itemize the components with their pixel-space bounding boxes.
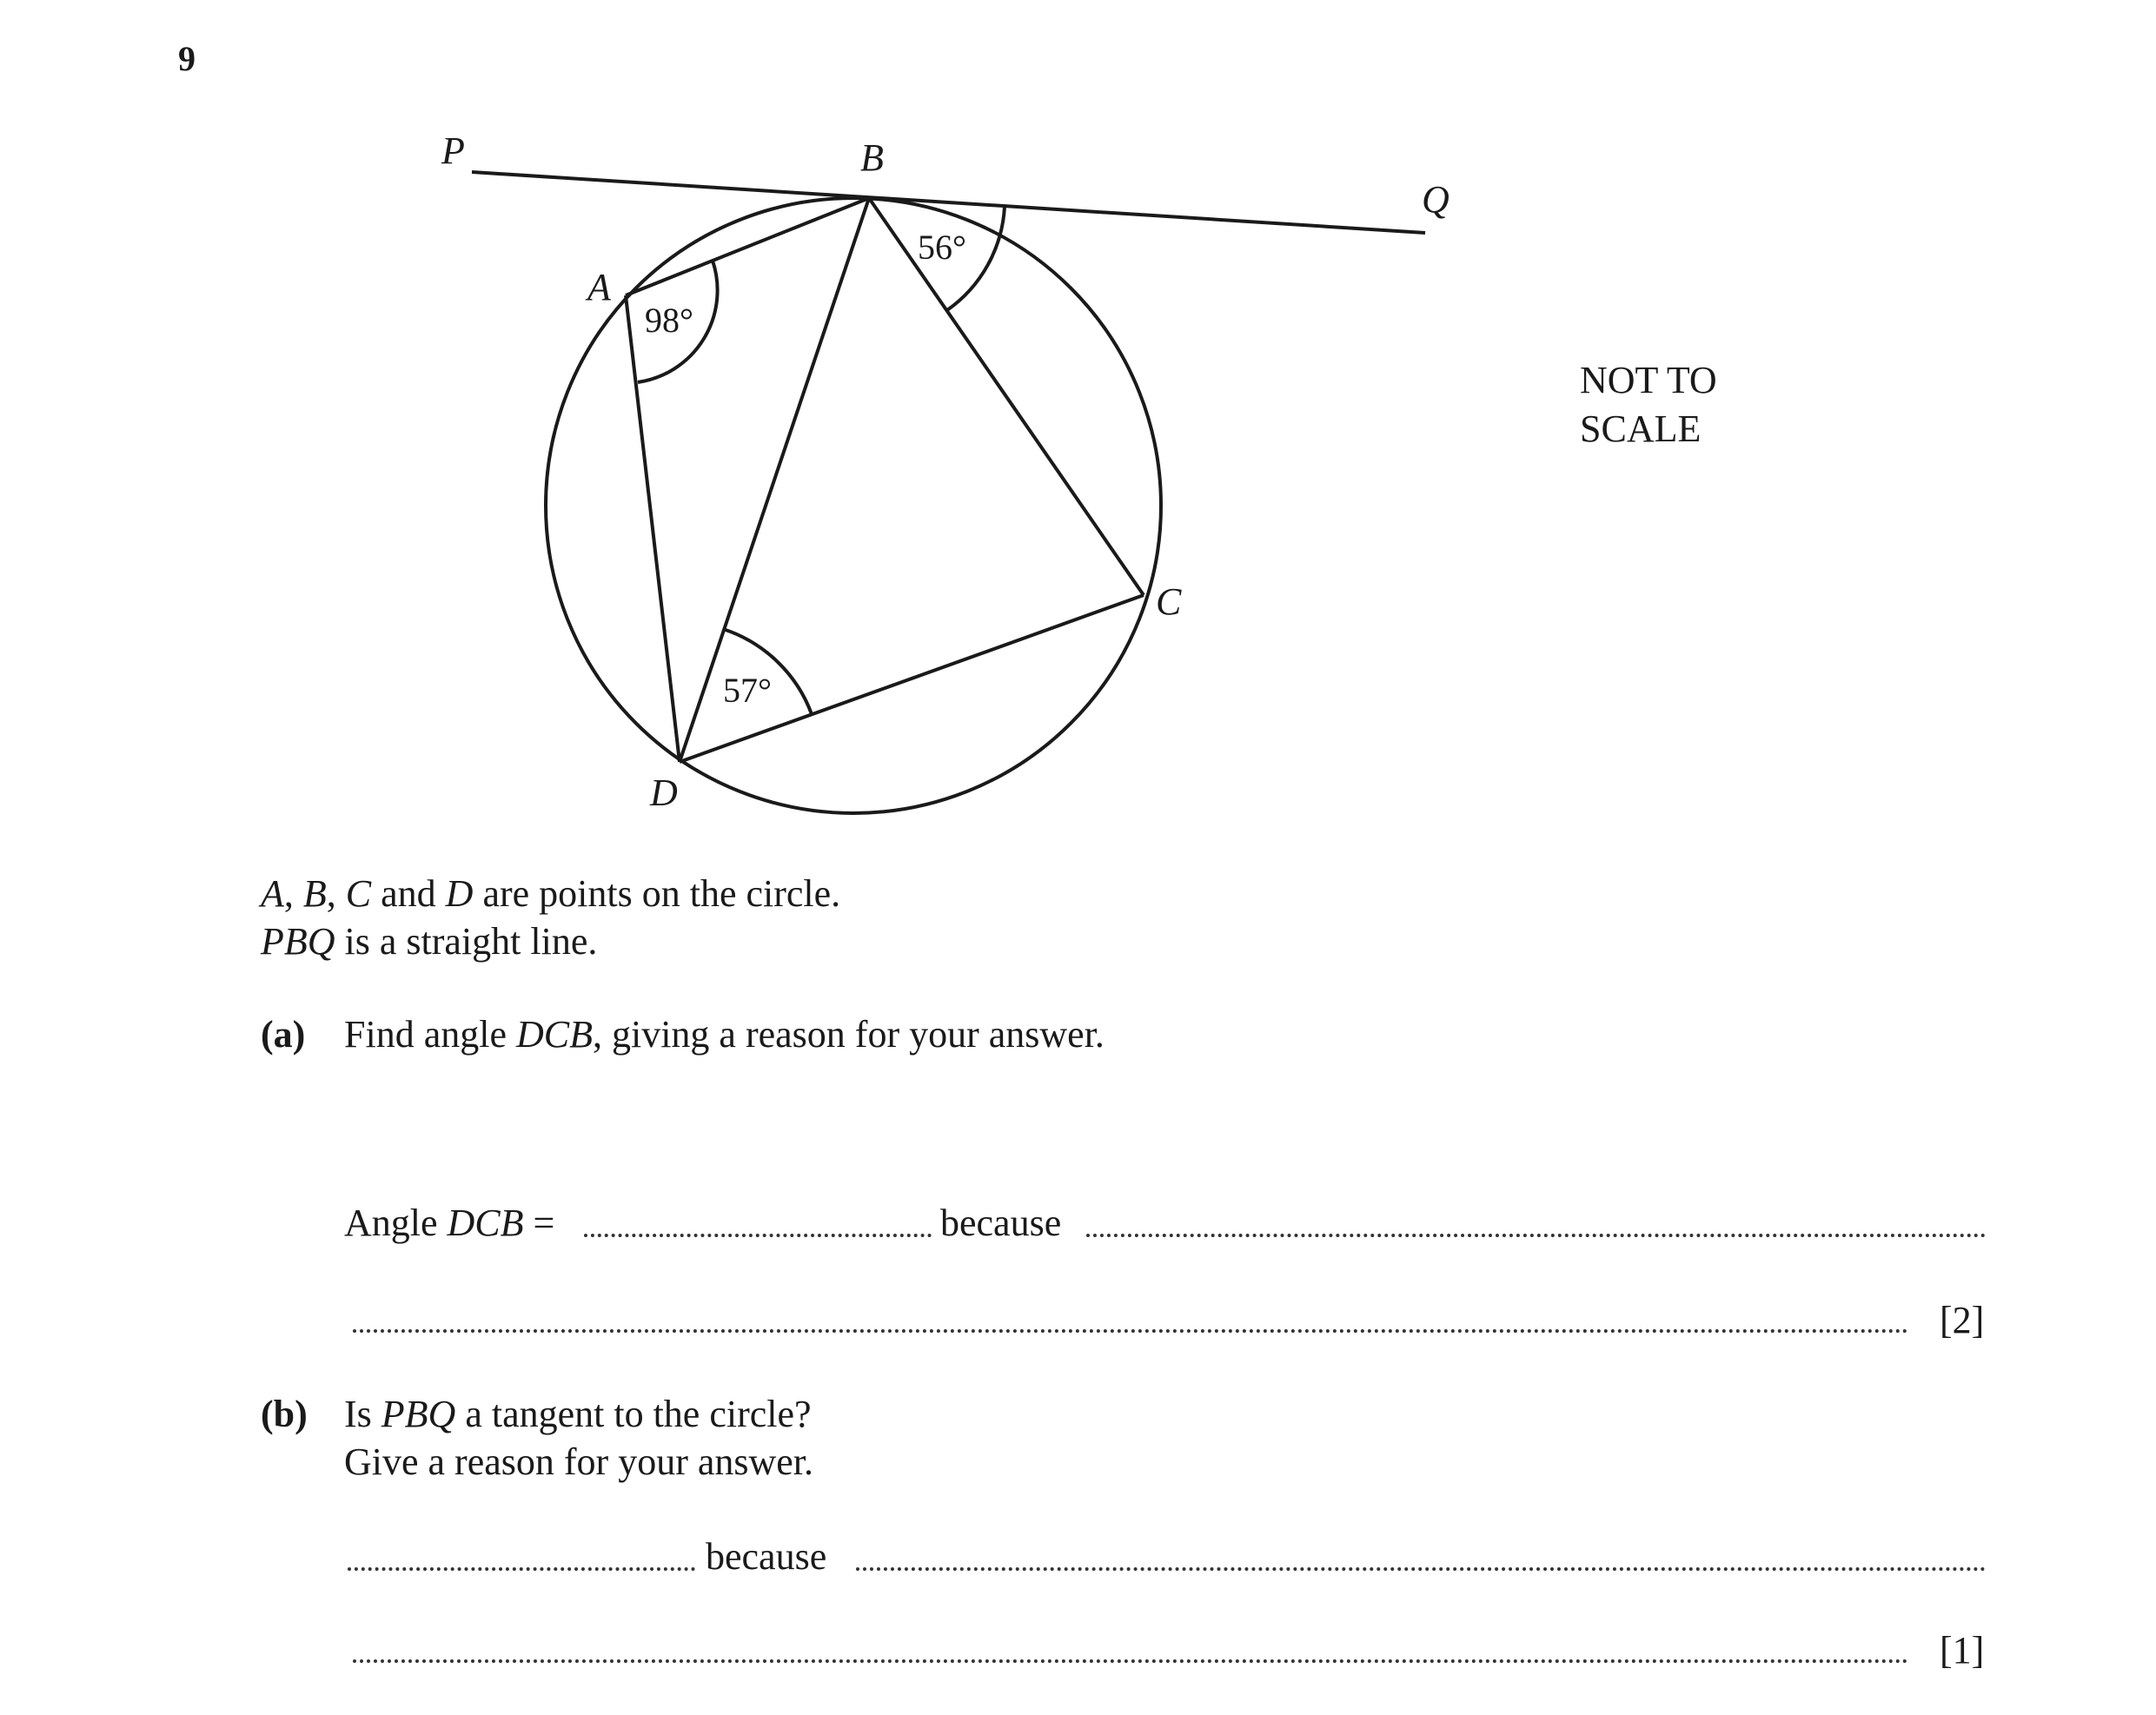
part-a-answer-prefix: Angle DCB =	[344, 1202, 555, 1244]
part-a-reason-line-2[interactable]	[353, 1329, 1908, 1333]
part-a-marks: [2]	[1940, 1299, 1985, 1341]
part-b-label: (b)	[261, 1393, 308, 1435]
part-b-because: because	[706, 1535, 827, 1578]
part-b-marks: [1]	[1940, 1629, 1985, 1672]
part-b-answer-line[interactable]	[348, 1567, 695, 1571]
part-b-question: Is PBQ a tangent to the circle?	[344, 1393, 812, 1435]
part-a-angle-answer-line[interactable]	[584, 1234, 932, 1237]
angle-label-57: 57°	[723, 671, 772, 710]
chord-da	[626, 295, 680, 762]
part-a-question: Find angle DCB, giving a reason for your answer.	[344, 1013, 1105, 1056]
part-b-reason-line-2[interactable]	[353, 1659, 1908, 1663]
statement-line1: A, B, C and D are points on the circle.	[261, 872, 841, 915]
label-p: P	[441, 129, 465, 172]
part-b-reason-line-1[interactable]	[856, 1567, 1986, 1571]
part-a-reason-line-1[interactable]	[1086, 1234, 1986, 1237]
label-b: B	[860, 136, 884, 179]
part-a-because: because	[940, 1202, 1062, 1244]
angle-label-56: 56°	[918, 228, 966, 267]
note-line1: NOT TO	[1580, 359, 1717, 401]
question-number: 9	[178, 39, 196, 78]
part-a-label: (a)	[261, 1013, 306, 1056]
chord-bc	[869, 198, 1144, 595]
statement-line2: PBQ is a straight line.	[261, 920, 598, 963]
label-c: C	[1156, 580, 1182, 623]
note-line2: SCALE	[1580, 407, 1702, 450]
angle-label-98: 98°	[645, 301, 693, 340]
label-a: A	[587, 266, 611, 308]
label-q: Q	[1422, 178, 1449, 221]
chord-ab	[626, 198, 869, 295]
line-pbq	[472, 172, 1425, 233]
part-b-question-line2: Give a reason for your answer.	[344, 1440, 814, 1483]
label-d: D	[650, 771, 678, 814]
not-to-scale-note	[1580, 356, 1717, 454]
diagonal-bd	[680, 198, 869, 762]
